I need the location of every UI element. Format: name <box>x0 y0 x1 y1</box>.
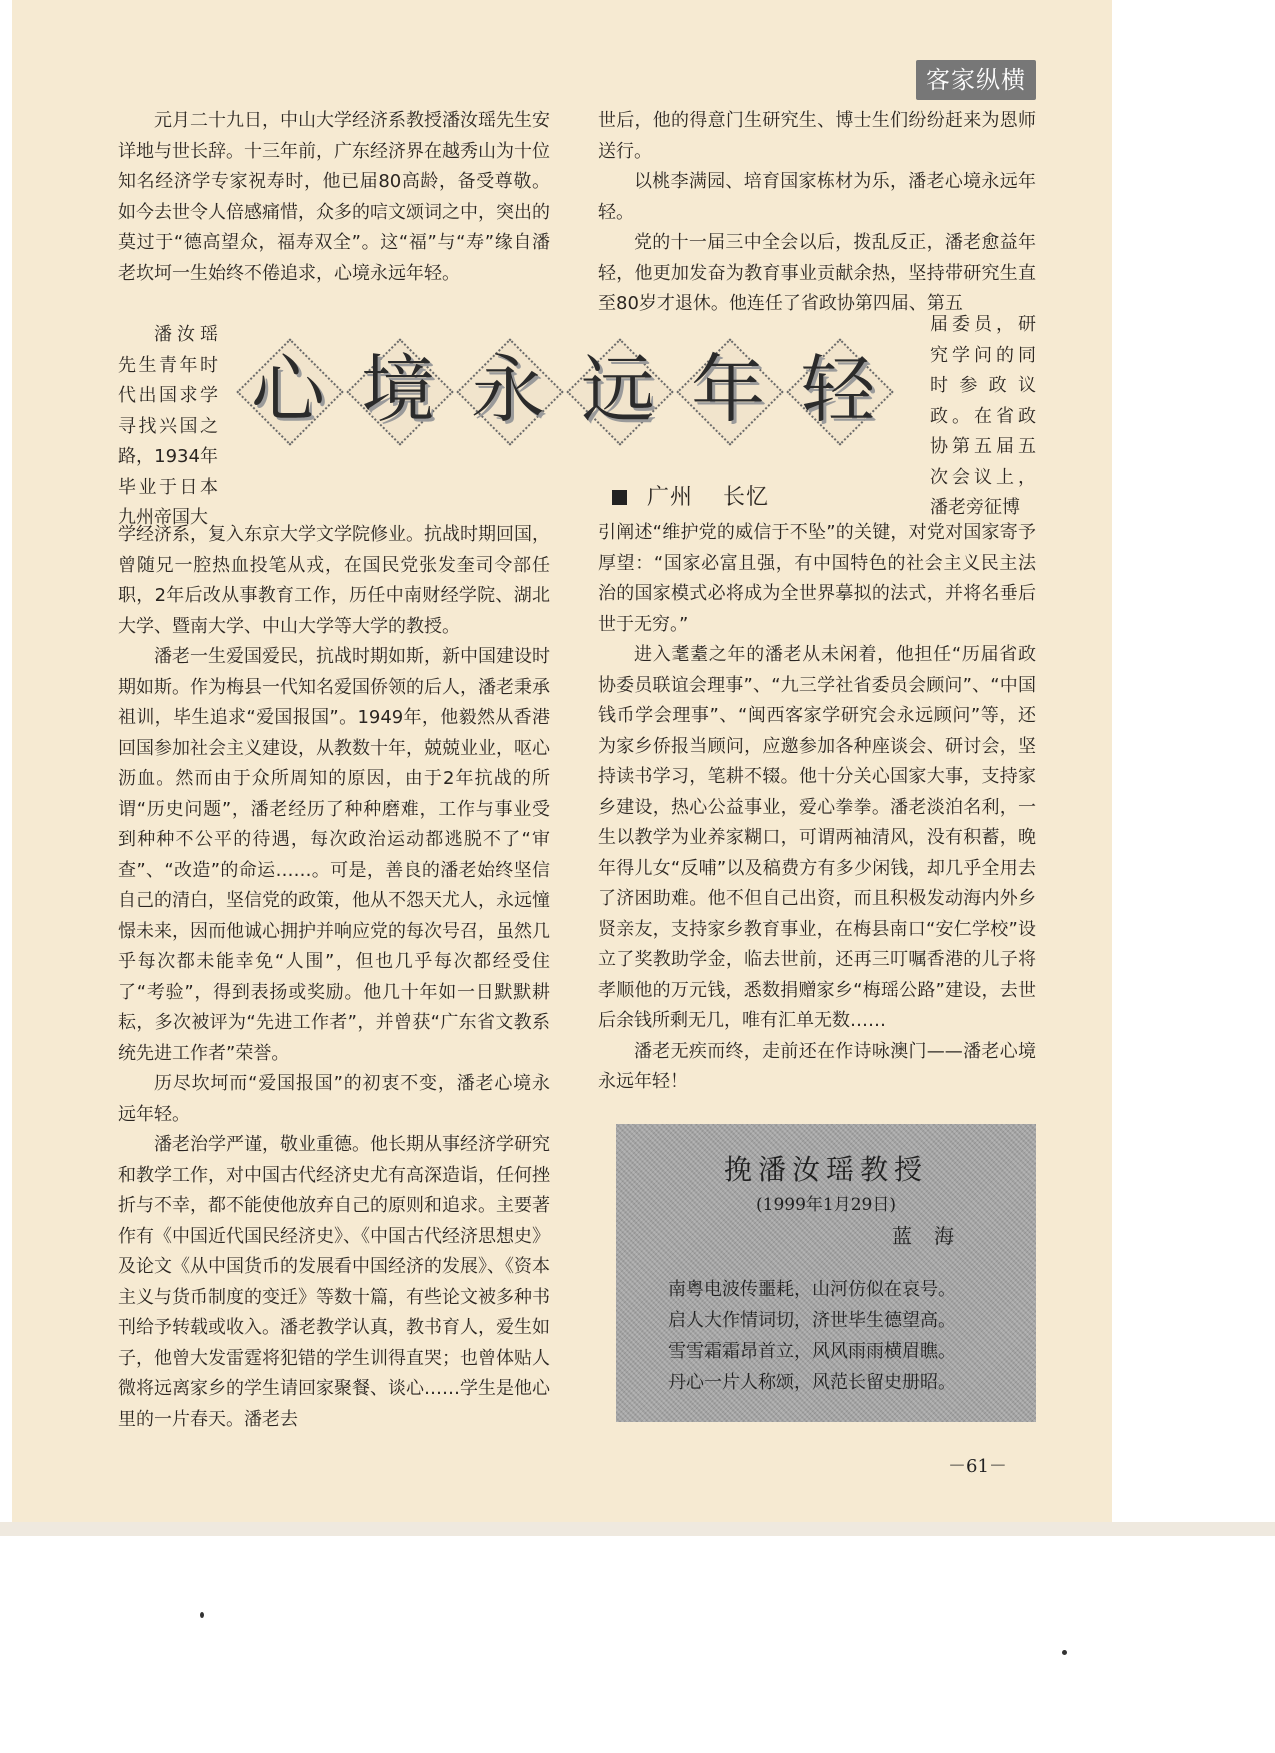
left-column-main <box>118 520 550 1435</box>
poem-line: 丹心一片人称颂，风范长留史册昭。 <box>668 1372 956 1393</box>
title-char: 轻 <box>786 338 890 442</box>
paragraph: 潘老一生爱国爱民，抗战时期如斯，新中国建设时期如斯。作为梅县一代知名爱国侨领的后人，潘老秉承祖训，毕生追求“爱国报国”。1949年，他毅然从香港回国参加社会主义建设，从教数十年，兢兢业业，呕心沥血。然而由于众所周知的原因，由于2年抗战的所谓“历史问题”，潘老经历了种种磨难，工作与事业受到种种不公平的待遇，每次政治运动都逃脱不了“审查”、“改造”的命运……。可是，善良的潘老始终坚信自己的清白，坚信党的政策，他从不怨天尤人，永远憧憬未来，因而他诚心拥护并响应党的每次号召，虽然几乎每次都未能幸免“人围”，但也几乎每次都经受住了“考验”，得到表扬或奖励。他几十年如一日默默耕耘，多次被评为“先进工作者”，并曾获“广东省文教系统先进工作者”荣誉。 <box>118 646 550 1064</box>
title-char: 永 <box>456 338 560 442</box>
left-column-wrap <box>118 320 218 534</box>
title-char: 境 <box>346 338 450 442</box>
right-column-main <box>598 518 1036 1098</box>
paragraph: 学经济系，复入东京大学文学院修业。抗战时期回国，曾随兄一腔热血投笔从戎，在国民党张发奎司令部任职，2年后改从事教育工作，历任中南财经学院、湖北大学、暨南大学、中山大学等大学的教授。 <box>118 524 550 637</box>
title-char: 心 <box>236 338 340 442</box>
scan-speck <box>200 1612 204 1618</box>
poem-date: (1999年1月29日) <box>756 1195 896 1215</box>
paragraph: 以桃李满园、培育国家栋材为乐，潘老心境永远年轻。 <box>598 171 1036 223</box>
paragraph: 进入耄耋之年的潘老从未闲着，他担任“历届省政协委员联谊会理事”、“九三学社省委员会顾问”、“中国钱币学会理事”、“闽西客家学研究会永远顾问”等，还为家乡侨报当顾问，应邀参加各种座谈会、研讨会，坚持读书学习，笔耕不辍。他十分关心国家大事，支持家乡建设，热心公益事业，爱心拳拳。潘老淡泊名利，一生以教学为业养家糊口，可谓两袖清风，没有积蓄，晚年得儿女“反哺”以及稿费方有多少闲钱，却几乎全用去了济困助难。他不但自己出资，而且积极发动海内外乡贤亲友，支持家乡教育事业，在梅县南口“安仁学校”设立了奖教助学金，临去世前，还再三叮嘱香港的儿子将孝顺他的万元钱，悉数捐赠家乡“梅瑶公路”建设，去世后余钱所剩无几，唯有汇单无数…… <box>598 644 1036 1031</box>
poem-line: 启人大作情词切，济世毕生德望高。 <box>668 1310 956 1331</box>
byline: 广州 长忆 <box>612 480 769 511</box>
scan-speck <box>1062 1650 1067 1655</box>
right-column-wrap <box>930 310 1036 524</box>
paragraph: 世后，他的得意门生研究生、博士生们纷纷赶来为恩师送行。 <box>598 110 1036 162</box>
paragraph: 党的十一届三中全会以后，拨乱反正，潘老愈益年轻，他更加发奋为教育事业贡献余热，坚持带研究生直至80岁才退休。他连任了省政协第四届、第五 <box>598 232 1036 314</box>
poem-title: 挽潘汝瑶教授 <box>723 1153 928 1186</box>
paragraph: 元月二十九日，中山大学经济系教授潘汝瑶先生安详地与世长辞。十三年前，广东经济界在越秀山为十位知名经济学专家祝寿时，他已届80高龄，备受尊敬。如今去世令人倍感痛惜，众多的唁文颂词之中，突出的莫过于“德高望众，福寿双全”。这“福”与“寿”缘自潘老坎坷一生始终不倦追求，心境永远年轻。 <box>118 110 550 284</box>
poem-author: 蓝海 <box>892 1224 976 1248</box>
title-char: 年 <box>676 338 780 442</box>
right-column-top <box>598 106 1036 320</box>
poem-box <box>616 1124 1036 1422</box>
paragraph: 引阐述“维护党的威信于不坠”的关键，对党对国家寄予厚望：“国家必富且强，有中国特色的社会主义民主法治的国家模式必将成为全世界摹拟的法式，并将名垂后世于无穷。” <box>598 522 1036 635</box>
paragraph: 潘汝瑶先生青年时代出国求学寻找兴国之路，1934年毕业于日本九州帝国大 <box>118 324 218 528</box>
paragraph: 历尽坎坷而“爱国报国”的初衷不变，潘老心境永远年轻。 <box>118 1073 550 1125</box>
title-char: 远 <box>566 338 670 442</box>
poem-lines <box>668 1274 1028 1398</box>
square-bullet-icon <box>612 490 627 505</box>
article-title <box>236 338 916 458</box>
paragraph: 届委员，研究学问的同时参政议政。在省政协第五届五次会议上，潘老旁征博 <box>930 314 1036 518</box>
paragraph: 潘老无疾而终，走前还在作诗咏澳门——潘老心境永远年轻！ <box>598 1040 1036 1092</box>
poem-line: 南粤电波传噩耗，山河仿似在哀号。 <box>668 1279 956 1300</box>
poem-line: 雪雪霜霜昂首立，风风雨雨横眉瞧。 <box>668 1341 956 1362</box>
section-tag: 客家纵横 <box>916 60 1036 100</box>
page-number: －61－ <box>948 1456 1007 1477</box>
paragraph: 潘老治学严谨，敬业重德。他长期从事经济学研究和教学工作，对中国古代经济史尤有高深造诣，任何挫折与不幸，都不能使他放弃自己的原则和追求。主要著作有《中国近代国民经济史》、《中国古代经济思想史》及论文《从中国货币的发展看中国经济的发展》、《资本主义与货币制度的变迁》等数十篇，有些论文被多种书刊给予转载或收入。潘老教学认真，教书育人，爱生如子，他曾大发雷霆将犯错的学生训得直哭；也曾体贴人微将远离家乡的学生请回家聚餐、谈心……学生是他心里的一片春天。潘老去 <box>118 1134 550 1430</box>
left-column-intro <box>118 106 550 289</box>
scan-edge <box>0 1522 1275 1536</box>
